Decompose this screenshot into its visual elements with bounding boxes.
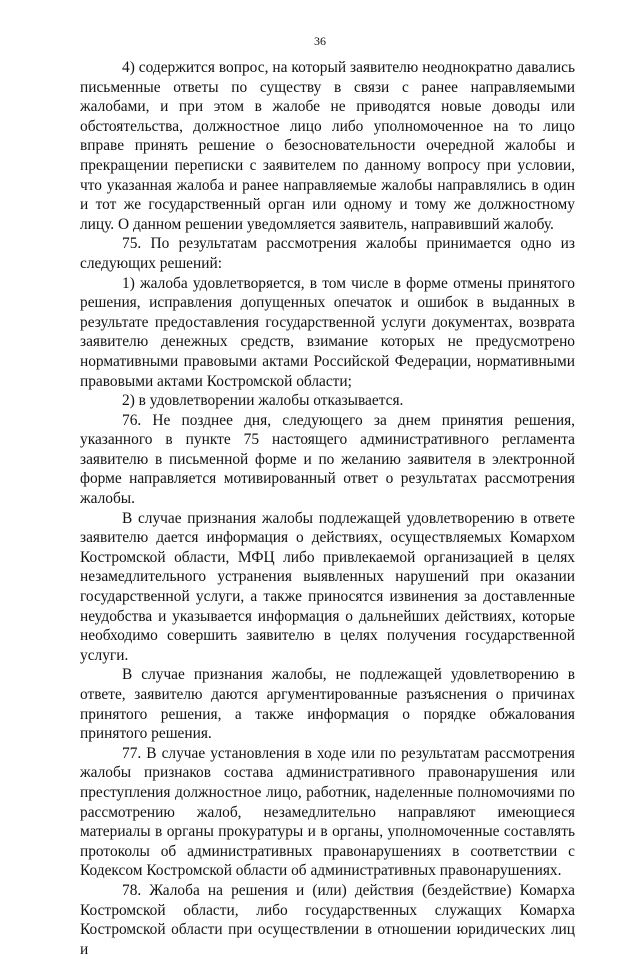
paragraph-77: 77. В случае установления в ходе или по результатам рассмотрения жалобы признаков состава административного правонарушения или преступления должностное лицо, работник, наделенные полномочиями по рассмотрению жалоб, незамедлительно направляют имеющиеся материалы в органы прокуратуры и в органы, уполномоченные составлять протоколы об административных правонарушениях в соответствии с Кодексом Костромской области об административных правонарушениях.	[80, 744, 575, 880]
paragraph-76: 76. Не позднее дня, следующего за днем принятия решения, указанного в пункте 75 настоящего административного регламента заявителю в письменной форме и по желанию заявителя в электронной форме направляется мотивированный ответ о результатах рассмотрения жалобы.	[80, 411, 575, 508]
document-body	[80, 58, 575, 959]
paragraph-75-item-1: 1) жалоба удовлетворяется, в том числе в форме отмены принятого решения, исправления допущенных опечаток и ошибок в выданных в результате предоставления государственной услуги документах, возврата заявителю денежных средств, взимание которых не предусмотрено нормативными правовыми актами Российской Федерации, нормативными правовыми актами Костромской области;	[80, 274, 575, 390]
paragraph-78: 78. Жалоба на решения и (или) действия (бездействие) Комарха Костромской области, либо государственных служащих Комарха Костромской области при осуществлении в отношении юридических лиц и	[80, 881, 575, 958]
paragraph-76-rejected: В случае признания жалобы, не подлежащей удовлетворению в ответе, заявителю даются аргументированные разъяснения о причинах принятого решения, а также информация о порядке обжалования принятого решения.	[80, 666, 575, 743]
page-number: 36	[314, 34, 326, 48]
paragraph-item-4: 4) содержится вопрос, на который заявителю неоднократно давались письменные ответы по существу в связи с ранее направляемыми жалобами, и при этом в жалобе не приводятся новые доводы или обстоятельства, должностное лицо либо уполномоченное на то лицо вправе принять решение о безосновательности очередной жалобы и прекращении переписки с заявителем по данному вопросу при условии, что указанная жалоба и ранее направляемые жалобы направлялись в один и тот же государственный орган или одному и тому же должностному лицу. О данном решении уведомляется заявитель, направивший жалобу.	[80, 59, 575, 233]
paragraph-76-satisfied: В случае признания жалобы подлежащей удовлетворению в ответе заявителю дается информация о действиях, осуществляемых Комархом Костромской области, МФЦ либо привлекаемой организацией в целях незамедлительного устранения выявленных нарушений при оказании государственной услуги, а также приносятся извинения за доставленные неудобства и указывается информация о дальнейших действиях, которые необходимо совершить заявителю в целях получения государственной услуги.	[80, 509, 575, 664]
paragraph-75-item-2: 2) в удовлетворении жалобы отказывается.	[122, 392, 404, 410]
paragraph-75: 75. По результатам рассмотрения жалобы принимается одно из следующих решений:	[80, 235, 575, 272]
